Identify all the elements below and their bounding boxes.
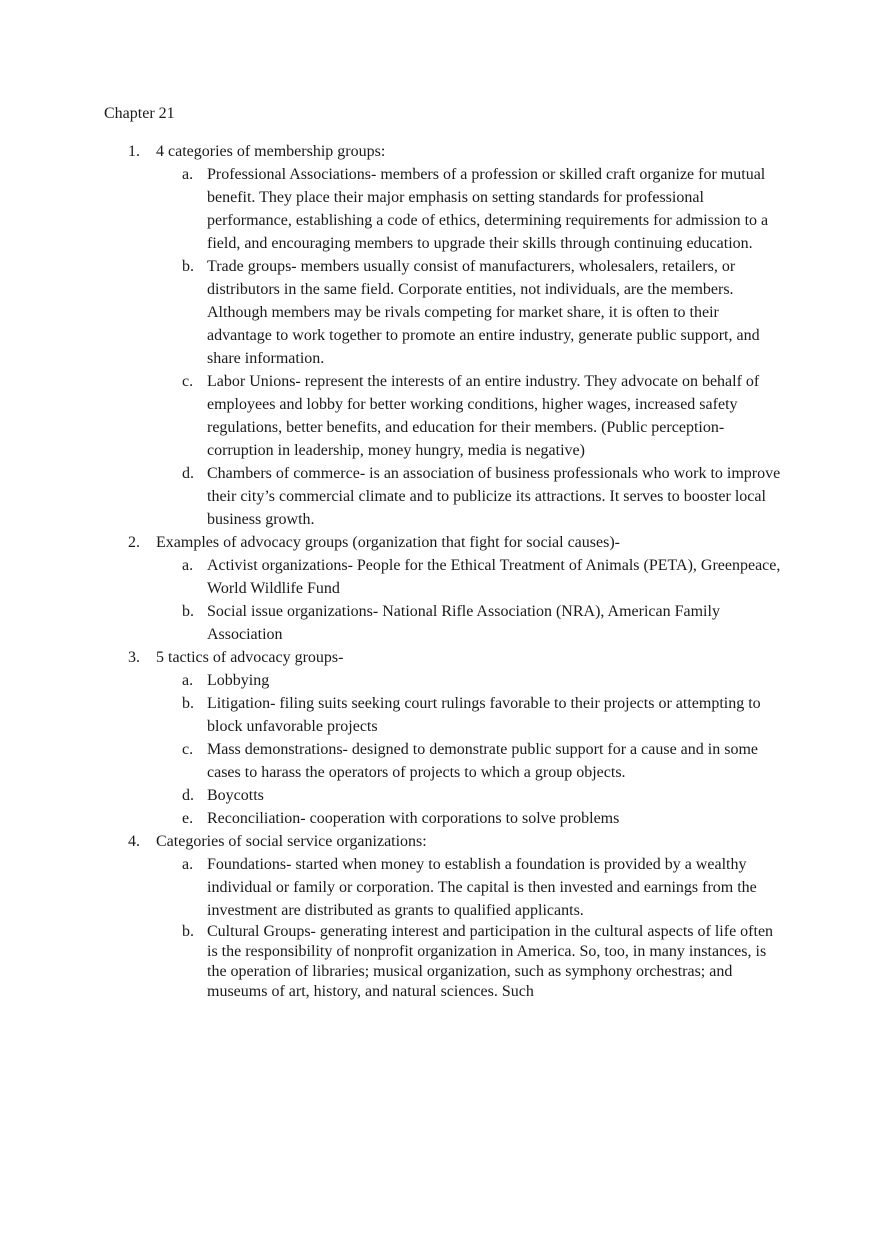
item-letter: b.	[182, 603, 194, 620]
list-item	[156, 853, 784, 922]
section-heading: 4 categories of membership groups:	[156, 143, 386, 160]
list-item	[156, 600, 784, 646]
item-letter: e.	[182, 810, 194, 827]
subitem-list	[156, 163, 784, 531]
item-letter: d.	[182, 465, 194, 482]
page-title: Chapter 21	[104, 105, 175, 122]
section-3	[104, 646, 784, 830]
item-letter: a.	[182, 557, 194, 574]
section-heading: 5 tactics of advocacy groups-	[156, 649, 344, 666]
item-letter: c.	[182, 741, 194, 758]
list-item	[156, 163, 784, 255]
item-text: Chambers of commerce- is an association of business professionals who work to improve their city’s commercial climate and to publicize its attractions. It serves to booster local business growth.	[207, 465, 781, 528]
item-letter: d.	[182, 787, 194, 804]
item-text: Trade groups- members usually consist of manufacturers, wholesalers, retailers, or distributors in the same field. Corporate entities, not individuals, are the members. Although members may be rivals competing for market share, it is often to their advantage to work together to promote an entire industry, generate public support, and share information.	[207, 258, 760, 367]
list-item	[156, 738, 784, 784]
item-letter: c.	[182, 373, 194, 390]
item-text: Social issue organizations- National Rifle Association (NRA), American Family Association	[207, 603, 720, 643]
section-number: 4.	[128, 833, 140, 850]
item-letter: a.	[182, 856, 194, 873]
item-text: Foundations- started when money to establish a foundation is provided by a wealthy individual or family or corporation. The capital is then invested and earnings from the investment are distributed as grants to qualified applicants.	[207, 856, 757, 919]
outline-list	[104, 140, 784, 1002]
section-heading: Categories of social service organizations:	[156, 833, 427, 850]
subitem-list	[156, 554, 784, 646]
item-text: Litigation- filing suits seeking court rulings favorable to their projects or attempting to block unfavorable projects	[207, 695, 761, 735]
list-item	[156, 554, 784, 600]
section-1	[104, 140, 784, 531]
section-number: 2.	[128, 534, 140, 551]
list-item	[156, 669, 784, 692]
section-4	[104, 830, 784, 1002]
item-text: Labor Unions- represent the interests of an entire industry. They advocate on behalf of employees and lobby for better working conditions, higher wages, increased safety regulations, better benefits, and education for their members. (Public perception- corruption in leadership, money hungry, media is negative)	[207, 373, 760, 459]
item-text: Lobbying	[207, 672, 270, 689]
item-letter: b.	[182, 258, 194, 275]
item-text: Professional Associations- members of a profession or skilled craft organize for mutual benefit. They place their major emphasis on setting standards for professional performance, establishing a code of ethics, determining requirements for admission to a field, and encouraging members to upgrade their skills through continuing education.	[207, 166, 769, 252]
list-item	[156, 807, 784, 830]
list-item	[156, 370, 784, 462]
item-letter: b.	[182, 695, 194, 712]
list-item	[156, 255, 784, 370]
item-text: Boycotts	[207, 787, 264, 804]
item-text: Cultural Groups- generating interest and participation in the cultural aspects of life often is the responsibility of nonprofit organization in America. So, too, in many instances, is the operation of libraries; musical organization, such as symphony orchestras; and museums of art, history, and natural sciences. Such	[207, 923, 774, 1000]
item-letter: b.	[182, 923, 194, 940]
item-letter: a.	[182, 166, 194, 183]
list-item	[156, 462, 784, 531]
section-heading: Examples of advocacy groups (organization that fight for social causes)-	[156, 534, 620, 551]
list-item	[156, 922, 784, 1002]
item-text: Mass demonstrations- designed to demonstrate public support for a cause and in some cases to harass the operators of projects to which a group objects.	[207, 741, 758, 781]
item-text: Activist organizations- People for the Ethical Treatment of Animals (PETA), Greenpeace, World Wildlife Fund	[207, 557, 781, 597]
section-number: 1.	[128, 143, 140, 160]
subitem-list	[156, 669, 784, 830]
subitem-list	[156, 853, 784, 1002]
list-item	[156, 692, 784, 738]
item-text: Reconciliation- cooperation with corporations to solve problems	[207, 810, 620, 827]
section-number: 3.	[128, 649, 140, 666]
list-item	[156, 784, 784, 807]
section-2	[104, 531, 784, 646]
item-letter: a.	[182, 672, 194, 689]
